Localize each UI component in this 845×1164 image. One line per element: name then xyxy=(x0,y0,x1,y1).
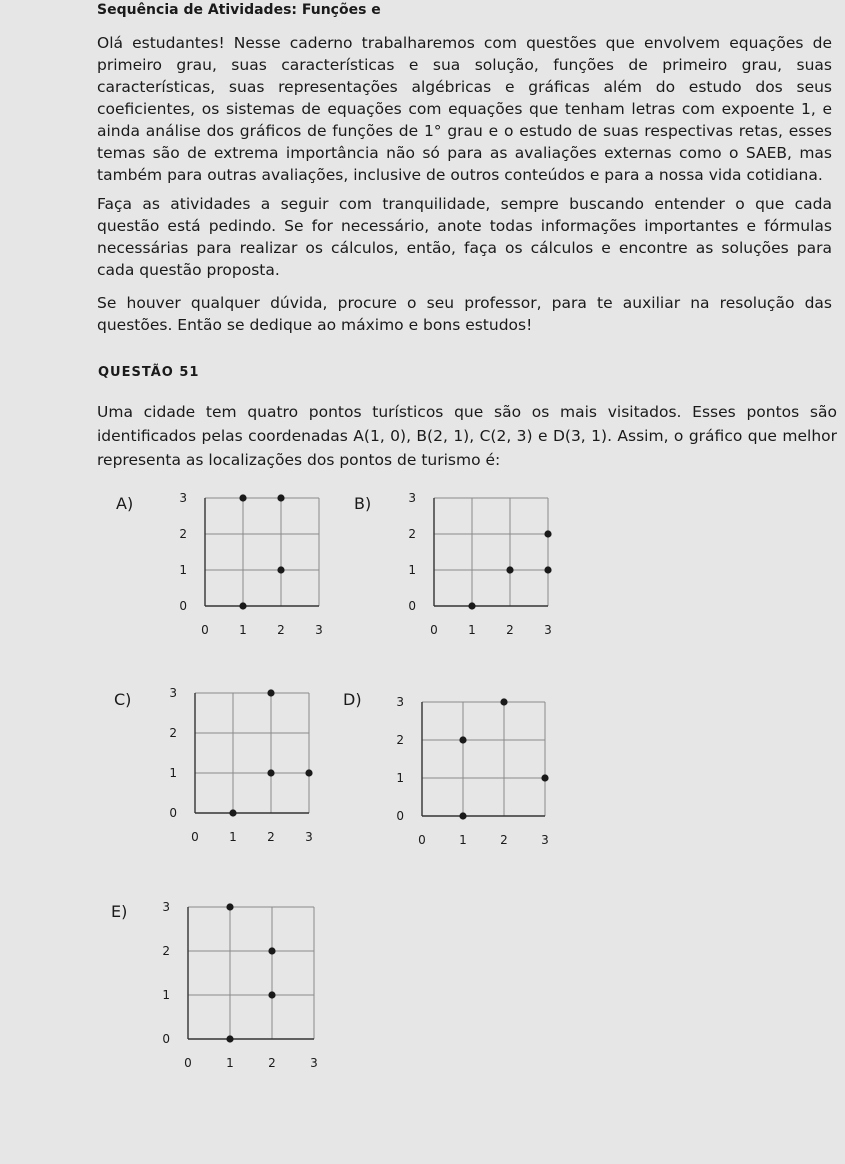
y-tick-label: 0 xyxy=(396,809,404,823)
y-tick-label: 3 xyxy=(396,695,404,709)
x-tick-label: 2 xyxy=(267,830,275,843)
x-tick-label: 3 xyxy=(541,833,549,847)
y-tick-label: 3 xyxy=(162,900,170,914)
data-point xyxy=(239,602,246,609)
option-e-chart[interactable] xyxy=(148,893,328,1087)
x-tick-label: 1 xyxy=(459,833,467,847)
option-d-chart[interactable] xyxy=(380,690,560,854)
y-tick-label: 0 xyxy=(408,599,416,613)
question-title: QUESTÃO 51 xyxy=(98,365,200,380)
data-point xyxy=(459,812,466,819)
data-point xyxy=(305,769,312,776)
y-tick-label: 3 xyxy=(179,491,187,505)
option-c-chart[interactable] xyxy=(155,683,335,847)
y-tick-label: 2 xyxy=(408,527,416,541)
y-tick-label: 2 xyxy=(162,944,170,958)
x-tick-label: 2 xyxy=(268,1056,276,1070)
y-tick-label: 0 xyxy=(169,806,177,820)
y-tick-label: 0 xyxy=(179,599,187,613)
data-point xyxy=(468,602,475,609)
x-tick-label: 0 xyxy=(201,623,209,637)
y-tick-label: 1 xyxy=(396,771,404,785)
x-tick-label: 3 xyxy=(544,623,552,637)
data-point xyxy=(267,689,274,696)
x-tick-label: 1 xyxy=(229,830,237,843)
option-c-label[interactable]: C) xyxy=(114,690,132,709)
page-title: Sequência de Atividades: Funções e xyxy=(97,2,381,18)
y-tick-label: 1 xyxy=(179,563,187,577)
data-point xyxy=(229,809,236,816)
option-d-label[interactable]: D) xyxy=(343,690,362,709)
x-tick-label: 0 xyxy=(191,830,199,843)
data-point xyxy=(267,769,274,776)
x-tick-label: 0 xyxy=(430,623,438,637)
y-tick-label: 3 xyxy=(408,491,416,505)
x-tick-label: 3 xyxy=(315,623,323,637)
data-point xyxy=(544,566,551,573)
data-point xyxy=(541,774,548,781)
data-point xyxy=(506,566,513,573)
x-tick-label: 3 xyxy=(305,830,313,843)
x-tick-label: 2 xyxy=(277,623,285,637)
data-point xyxy=(277,566,284,573)
data-point xyxy=(544,530,551,537)
option-a-chart[interactable] xyxy=(165,488,345,652)
data-point xyxy=(239,494,246,501)
option-a-label[interactable]: A) xyxy=(116,494,134,513)
y-tick-label: 1 xyxy=(408,563,416,577)
option-b-label[interactable]: B) xyxy=(354,494,372,513)
intro-paragraph-1: Olá estudantes! Nesse caderno trabalharemos com questões que envolvem equações de primeiro grau, suas características e sua solução, funções de primeiro grau, suas características, suas representações algébricas e gráficas além do estudo dos seus coeficientes, os sistemas de equações com equações que tenham letras com expoente 1, e ainda análise dos gráficos de funções de 1° grau e o estudo de suas respectivas retas, esses temas são de extrema importância não só para as avaliações externas como o SAEB, mas também para outras avaliações, inclusive de outros conteúdos e para a nossa vida cotidiana. xyxy=(97,34,832,184)
data-point xyxy=(268,991,275,998)
data-point xyxy=(277,494,284,501)
x-tick-label: 1 xyxy=(226,1056,234,1070)
data-point xyxy=(268,947,275,954)
x-tick-label: 2 xyxy=(506,623,514,637)
data-point xyxy=(226,1035,233,1042)
data-point xyxy=(459,736,466,743)
data-point xyxy=(500,698,507,705)
y-tick-label: 1 xyxy=(162,988,170,1002)
x-tick-label: 1 xyxy=(239,623,247,637)
y-tick-label: 0 xyxy=(162,1032,170,1046)
y-tick-label: 2 xyxy=(179,527,187,541)
x-tick-label: 2 xyxy=(500,833,508,847)
intro-paragraph-3: Se houver qualquer dúvida, procure o seu professor, para te auxiliar na resolução das questões. Então se dedique ao máximo e bons estudos! xyxy=(97,294,832,334)
y-tick-label: 2 xyxy=(396,733,404,747)
option-b-chart[interactable] xyxy=(388,488,568,652)
x-tick-label: 0 xyxy=(418,833,426,847)
data-point xyxy=(226,903,233,910)
y-tick-label: 2 xyxy=(169,726,177,740)
x-tick-label: 3 xyxy=(310,1056,318,1070)
intro-paragraph-2: Faça as atividades a seguir com tranquilidade, sempre buscando entender o que cada questão está pedindo. Se for necessário, anote todas informações importantes e fórmulas necessárias para realizar os cálculos, então, faça os cálculos e encontre as soluções para cada questão proposta. xyxy=(97,195,832,279)
x-tick-label: 1 xyxy=(468,623,476,637)
x-tick-label: 0 xyxy=(184,1056,192,1070)
y-tick-label: 1 xyxy=(169,766,177,780)
option-e-label[interactable]: E) xyxy=(111,902,128,921)
question-text: Uma cidade tem quatro pontos turísticos que são os mais visitados. Esses pontos são identificados pelas coordenadas A(1, 0), B(2, 1), C(2, 3) e D(3, 1). Assim, o gráfico que melhor representa as localizações dos pontos de turismo é: xyxy=(97,403,837,469)
y-tick-label: 3 xyxy=(169,686,177,700)
